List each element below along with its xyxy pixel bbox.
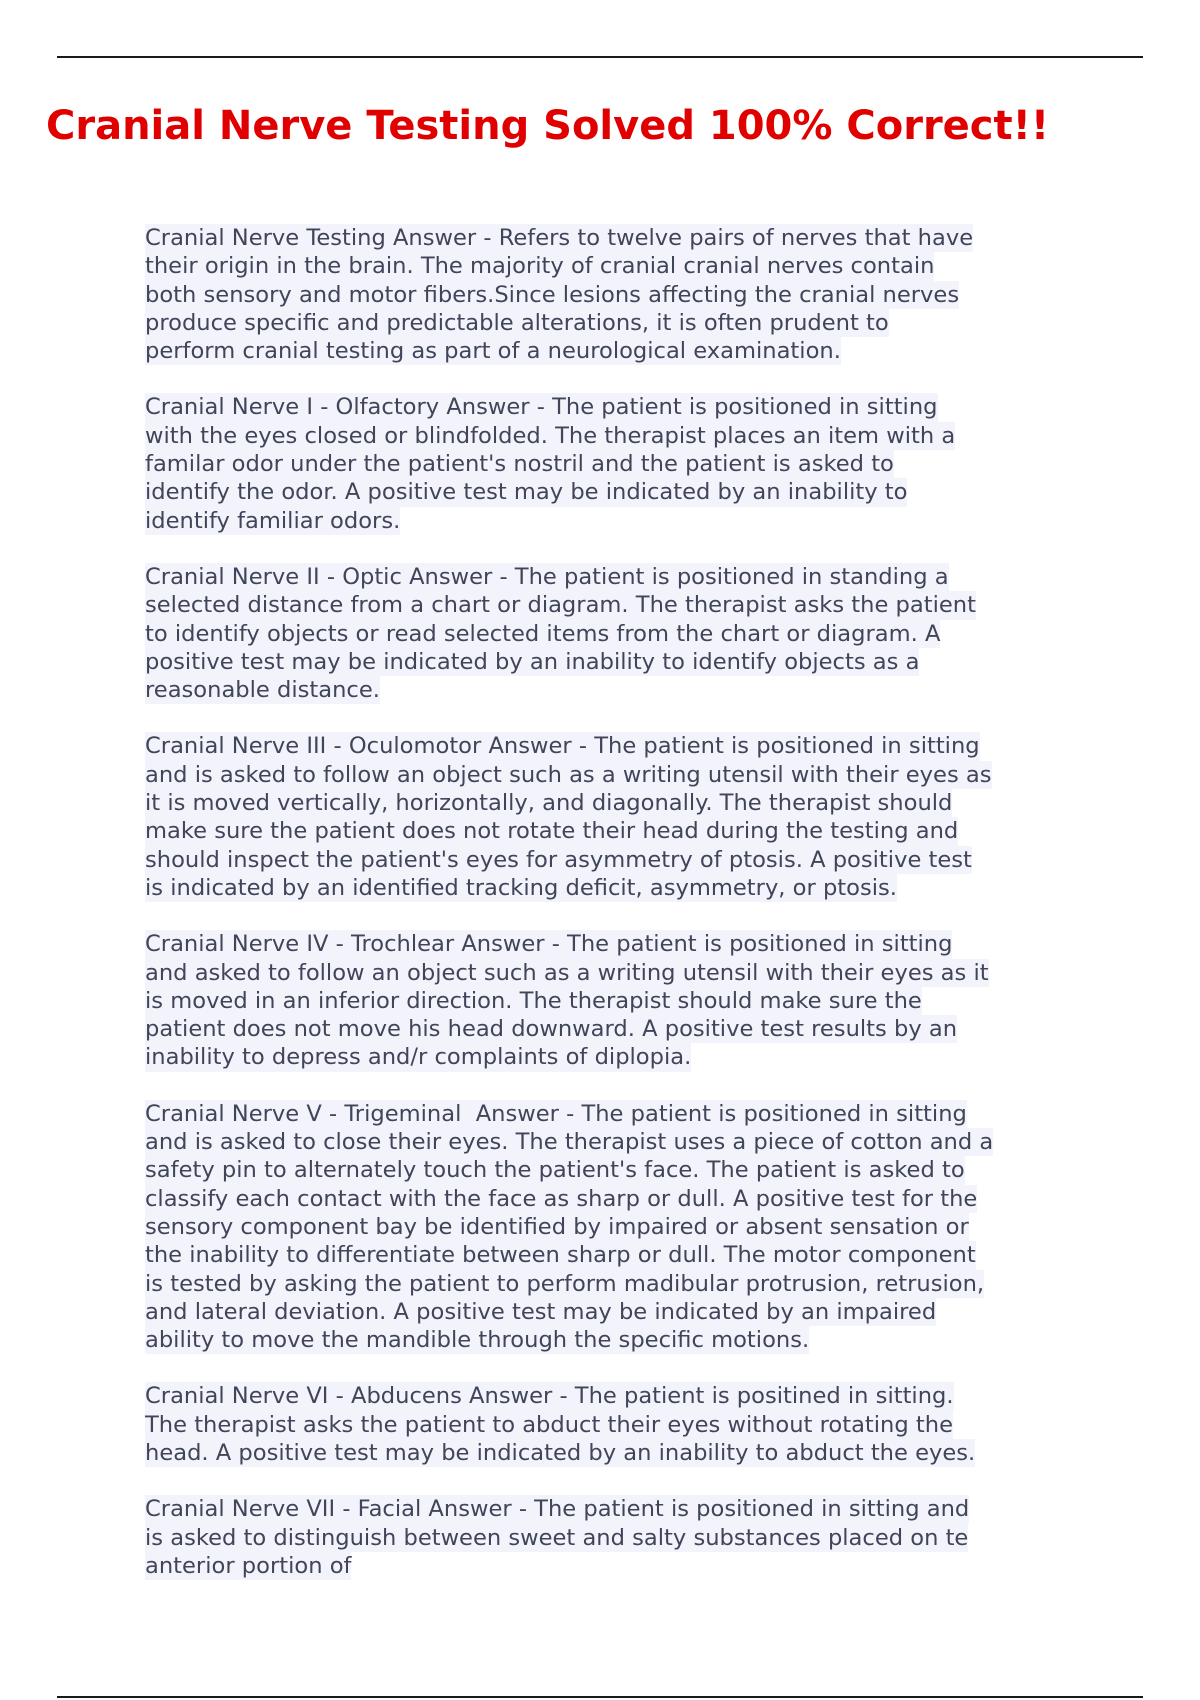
- qa-entry: [145, 930, 1075, 1071]
- qa-entry-text-line: and lateral deviation. A positive test may be indicated by an impaired: [145, 1298, 937, 1325]
- qa-entry-text-line: head. A positive test may be indicated by an inability to abduct the eyes.: [145, 1439, 976, 1466]
- qa-entry: [145, 393, 1075, 534]
- qa-entry-text-line: inability to depress and/r complaints of diplopia.: [145, 1044, 692, 1071]
- qa-entry: [145, 224, 1075, 365]
- qa-entry-text-line: Cranial Nerve VII - Facial Answer - The patient is positioned in sitting and: [145, 1496, 970, 1523]
- qa-entry-text-line: identify the odor. A positive test may be indicated by an inability to: [145, 479, 908, 506]
- qa-entry-text-line: Cranial Nerve Testing Answer - Refers to twelve pairs of nerves that have: [145, 225, 974, 251]
- qa-entry: [145, 563, 1075, 704]
- qa-entry-text-line: Cranial Nerve IV - Trochlear Answer - The patient is positioned in sitting: [145, 931, 953, 958]
- qa-entry-text-line: is tested by asking the patient to perform madibular protrusion, retrusion,: [145, 1270, 985, 1297]
- qa-entry-text-line: should inspect the patient's eyes for asymmetry of ptosis. A positive test: [145, 846, 972, 873]
- qa-entry-list: [145, 224, 1075, 1608]
- qa-entry-text-line: is indicated by an identified tracking deficit, asymmetry, or ptosis.: [145, 874, 897, 901]
- qa-entry-text-line: and is asked to follow an object such as a writing utensil with their eyes as: [145, 761, 992, 788]
- qa-entry-text-line: their origin in the brain. The majority of cranial cranial nerves contain: [145, 253, 935, 280]
- qa-entry-text-line: anterior portion of: [145, 1552, 352, 1579]
- qa-entry-text-line: perform cranial testing as part of a neurological examination.: [145, 338, 841, 365]
- qa-entry: [145, 1495, 1075, 1580]
- qa-entry-text-line: with the eyes closed or blindfolded. The therapist places an item with a: [145, 422, 956, 449]
- qa-entry-text-line: classify each contact with the face as sharp or dull. A positive test for the: [145, 1185, 978, 1212]
- qa-entry-text-line: and asked to follow an object such as a writing utensil with their eyes as it: [145, 959, 989, 986]
- qa-entry: [145, 732, 1075, 902]
- qa-entry: [145, 1382, 1075, 1467]
- qa-entry-text-line: and is asked to close their eyes. The therapist uses a piece of cotton and a: [145, 1129, 994, 1156]
- qa-entry-text-line: sensory component bay be identified by impaired or absent sensation or: [145, 1213, 969, 1240]
- qa-entry-text-line: it is moved vertically, horizontally, and diagonally. The therapist should: [145, 790, 953, 817]
- qa-entry-text-line: Cranial Nerve II - Optic Answer - The patient is positioned in standing a: [145, 563, 949, 590]
- footer-rule: [57, 1696, 1143, 1698]
- qa-entry-text-line: is moved in an inferior direction. The therapist should make sure the: [145, 987, 922, 1014]
- qa-entry-text-line: The therapist asks the patient to abduct their eyes without rotating the: [145, 1411, 953, 1438]
- qa-entry-text-line: reasonable distance.: [145, 677, 380, 704]
- qa-entry-text-line: produce specific and predictable alterations, it is often prudent to: [145, 309, 889, 336]
- qa-entry-text-line: familar odor under the patient's nostril and the patient is asked to: [145, 451, 894, 478]
- qa-entry-text-line: both sensory and motor fibers.Since lesions affecting the cranial nerves: [145, 281, 960, 308]
- qa-entry-text-line: selected distance from a chart or diagram. The therapist asks the patient: [145, 592, 976, 619]
- qa-entry-text-line: Cranial Nerve VI - Abducens Answer - The patient is positined in sitting.: [145, 1383, 954, 1410]
- qa-entry-text-line: positive test may be indicated by an inability to identify objects as a: [145, 648, 920, 675]
- qa-entry-text-line: identify familiar odors.: [145, 507, 401, 534]
- qa-entry: [145, 1100, 1075, 1355]
- qa-entry-text-line: the inability to differentiate between sharp or dull. The motor component: [145, 1242, 976, 1269]
- qa-entry-text-line: ability to move the mandible through the specific motions.: [145, 1327, 810, 1354]
- qa-entry-text-line: to identify objects or read selected items from the chart or diagram. A: [145, 620, 941, 647]
- qa-entry-text-line: patient does not move his head downward. A positive test results by an: [145, 1016, 958, 1043]
- qa-entry-text-line: Cranial Nerve V - Trigeminal Answer - The patient is positioned in sitting: [145, 1100, 967, 1127]
- header-rule: [57, 56, 1143, 58]
- document-title: Cranial Nerve Testing Solved 100% Correct!!: [46, 103, 1050, 149]
- qa-entry-text-line: safety pin to alternately touch the patient's face. The patient is asked to: [145, 1157, 965, 1184]
- qa-entry-text-line: Cranial Nerve III - Oculomotor Answer - The patient is positioned in sitting: [145, 733, 980, 760]
- qa-entry-text-line: Cranial Nerve I - Olfactory Answer - The patient is positioned in sitting: [145, 394, 938, 421]
- qa-entry-text-line: make sure the patient does not rotate their head during the testing and: [145, 818, 959, 845]
- qa-entry-text-line: is asked to distinguish between sweet and salty substances placed on te: [145, 1524, 969, 1551]
